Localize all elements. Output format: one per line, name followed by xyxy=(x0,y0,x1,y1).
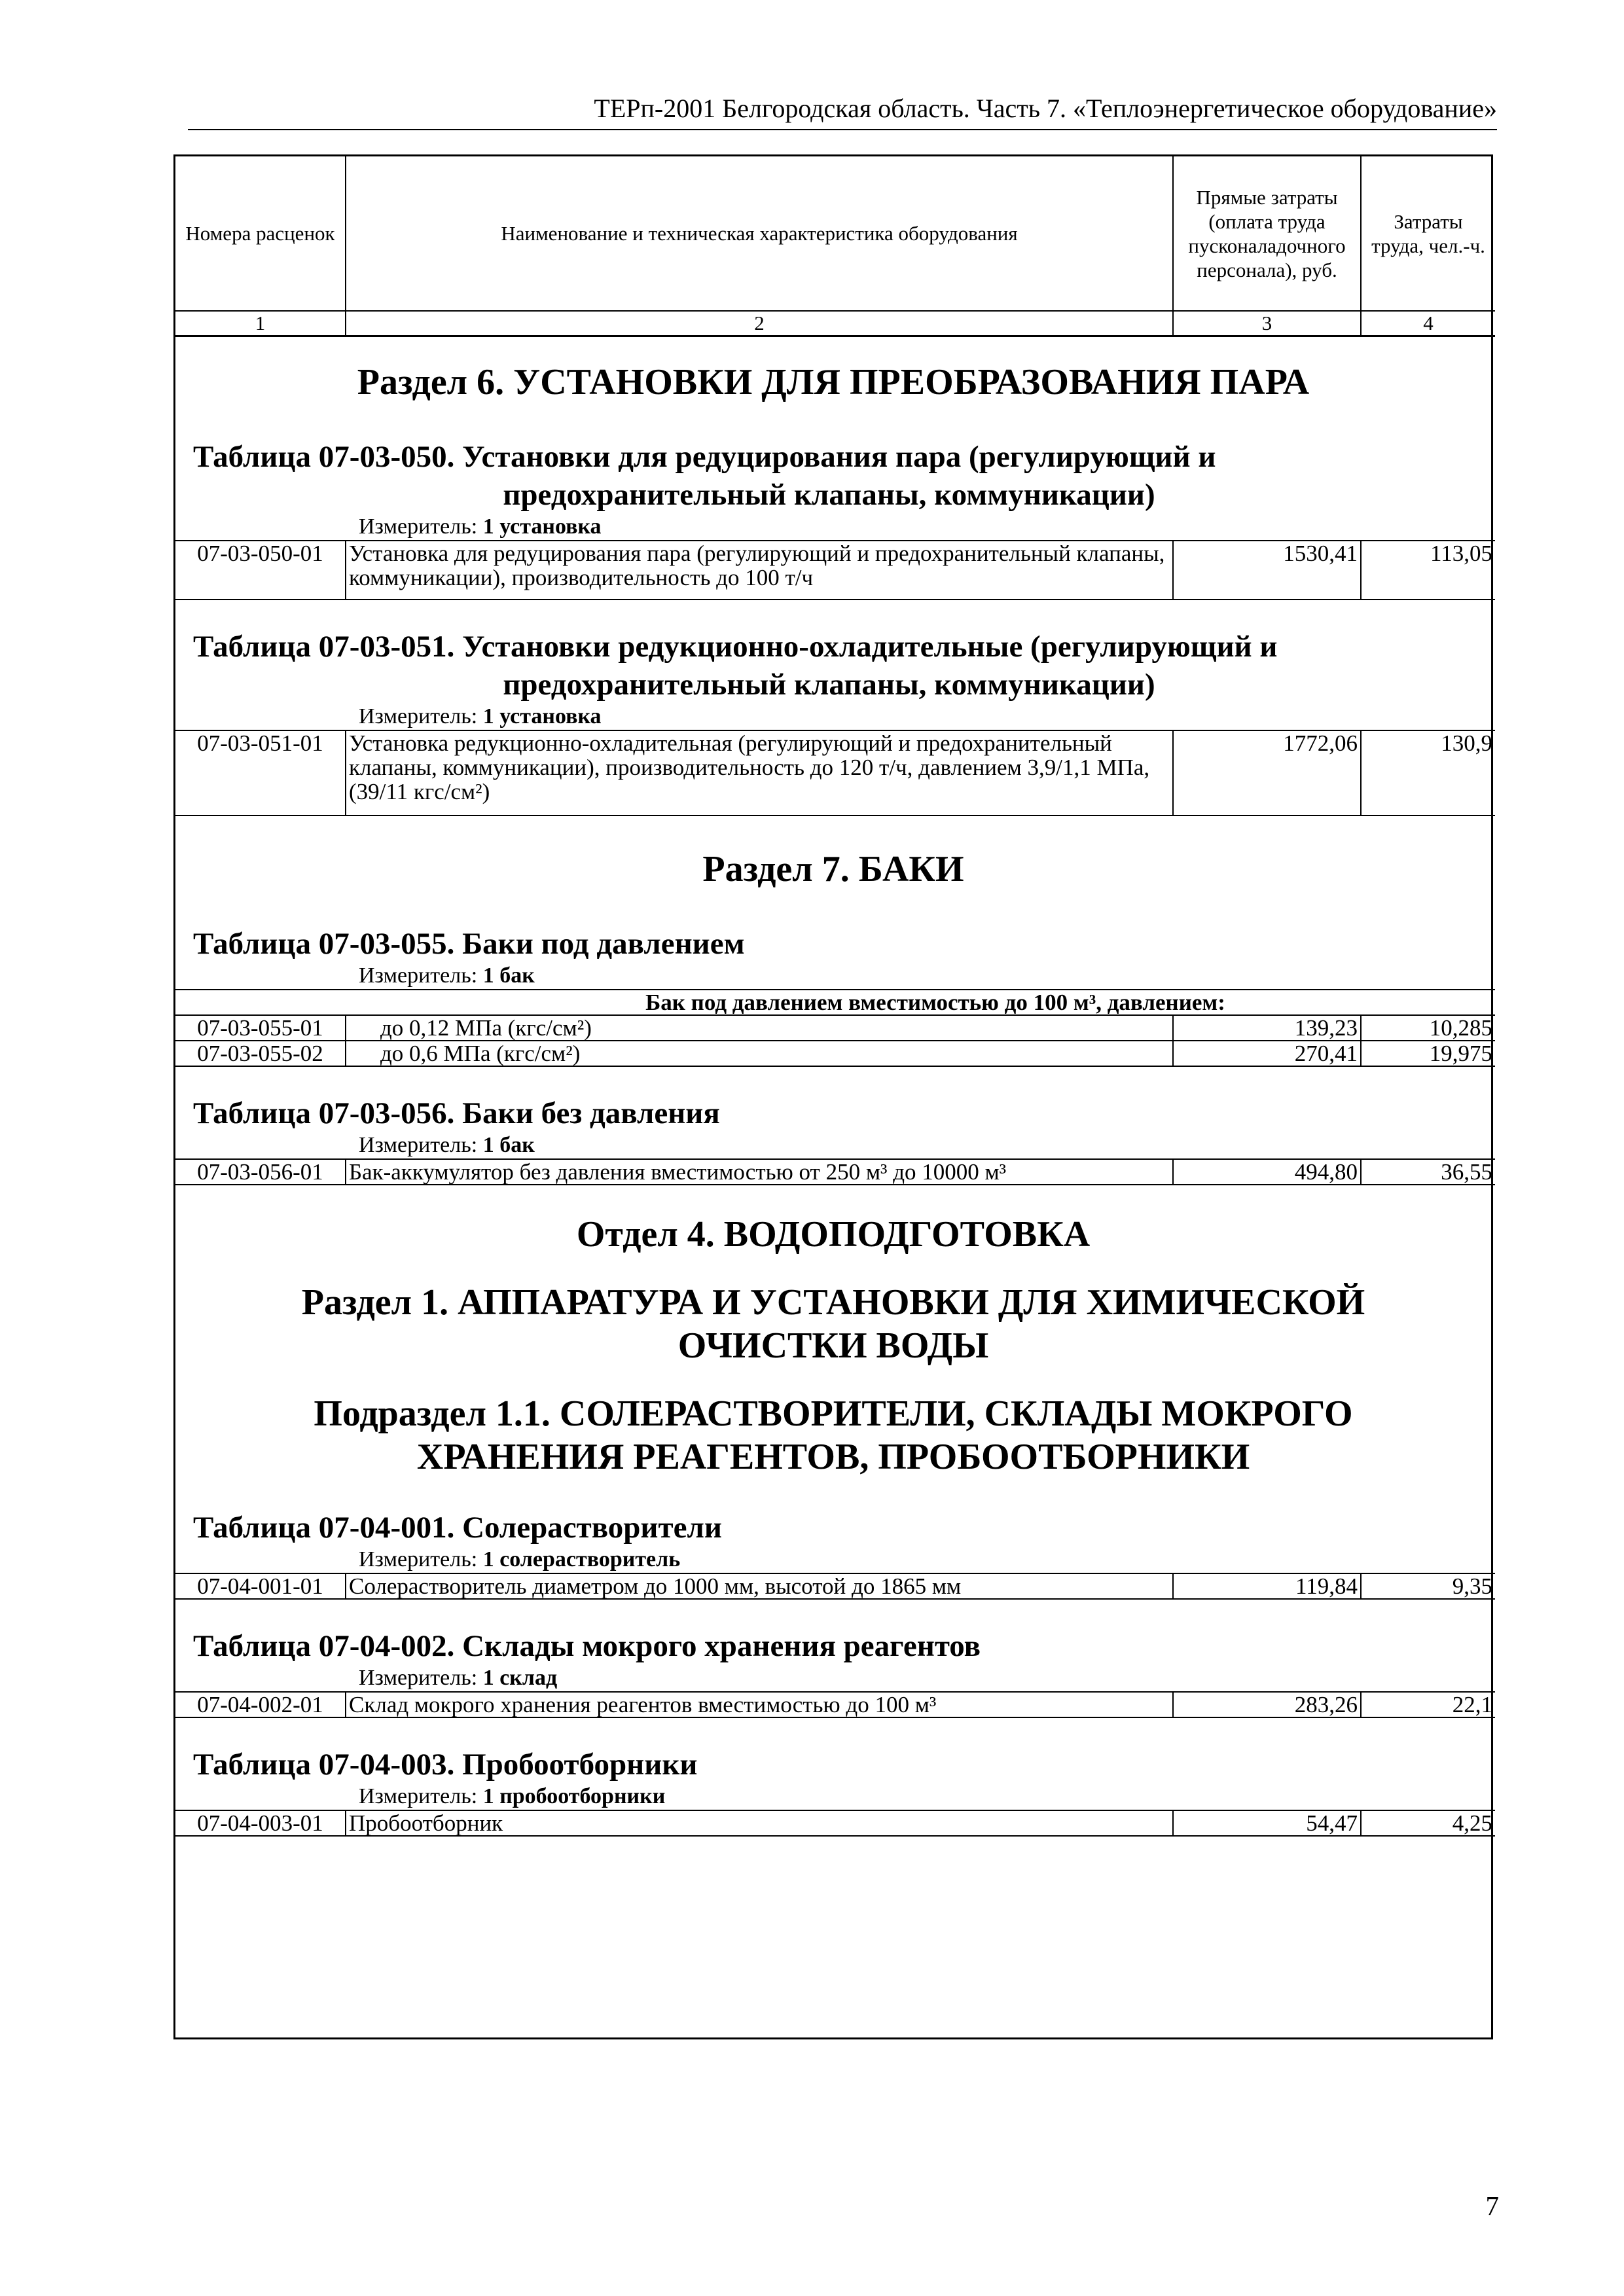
row-code: 07-04-001-01 xyxy=(175,1573,346,1599)
col-number-4: 4 xyxy=(1361,311,1495,336)
row-code: 07-03-050-01 xyxy=(175,541,346,600)
section-title: Раздел 6. УСТАНОВКИ ДЛЯ ПРЕОБРАЗОВАНИЯ ПАРА xyxy=(357,362,1310,403)
row-name: до 0,6 МПа (кгс/см²) xyxy=(346,1041,1173,1066)
section-title: Раздел 7. БАКИ xyxy=(702,849,964,889)
row-labor: 10,285 xyxy=(1361,1015,1495,1041)
department-title: Отдел 4. ВОДОПОДГОТОВКА xyxy=(576,1214,1091,1255)
table-row xyxy=(175,1159,1495,1185)
unit-label: Измеритель: xyxy=(359,1547,478,1571)
table-row xyxy=(175,1041,1495,1066)
table-row xyxy=(175,1015,1495,1041)
row-name: до 0,12 МПа (кгс/см²) xyxy=(346,1015,1173,1041)
price-table xyxy=(175,989,1495,1067)
row-cost: 283,26 xyxy=(1173,1692,1361,1717)
table-row xyxy=(175,1573,1495,1599)
col-header-codes: Номера расценок xyxy=(175,156,346,311)
table-row xyxy=(175,541,1495,600)
price-table xyxy=(175,1158,1495,1185)
unit-label: Измеритель: xyxy=(359,963,478,988)
price-table xyxy=(175,540,1495,600)
unit-line xyxy=(175,514,1491,540)
unit-value: 1 установка xyxy=(482,514,602,539)
header-rule xyxy=(188,129,1497,130)
table-subheader-row xyxy=(175,990,1495,1015)
page-number: 7 xyxy=(1485,2191,1499,2221)
unit-label: Измеритель: xyxy=(359,1666,478,1690)
unit-label: Измеритель: xyxy=(359,1784,478,1808)
unit-line xyxy=(175,963,1491,989)
table-title: Таблица 07-04-001. Солерастворители xyxy=(193,1511,722,1545)
col-number-3: 3 xyxy=(1173,311,1361,336)
row-name: Склад мокрого хранения реагентов вместимостью до 100 м³ xyxy=(346,1692,1173,1717)
table-title: Таблица 07-03-055. Баки под давлением xyxy=(193,927,745,961)
row-name: Солерастворитель диаметром до 1000 мм, высотой до 1865 мм xyxy=(346,1573,1173,1599)
unit-label: Измеритель: xyxy=(359,514,478,539)
price-table xyxy=(175,1810,1495,1837)
unit-label: Измеритель: xyxy=(359,704,478,728)
table-row xyxy=(175,1692,1495,1717)
col-header-name: Наименование и техническая характеристика оборудования xyxy=(346,156,1173,311)
col-header-labor: Затраты труда, чел.-ч. xyxy=(1361,156,1495,311)
col-number-1: 1 xyxy=(175,311,346,336)
unit-value: 1 бак xyxy=(482,963,535,988)
unit-value: 1 пробоотборники xyxy=(482,1784,666,1808)
unit-line xyxy=(175,1665,1491,1691)
unit-line xyxy=(175,1547,1491,1573)
section-title xyxy=(175,1281,1491,1367)
row-name: Бак-аккумулятор без давления вместимостью от 250 м³ до 10000 м³ xyxy=(346,1159,1173,1185)
price-table xyxy=(175,1573,1495,1600)
row-labor: 130,9 xyxy=(1361,730,1495,816)
table-title: Таблица 07-04-003. Пробоотборники xyxy=(193,1748,698,1782)
col-header-cost: Прямые затраты (оплата труда пусконаладочного персонала), руб. xyxy=(1173,156,1361,311)
unit-line xyxy=(175,1784,1491,1810)
row-labor: 9,35 xyxy=(1361,1573,1495,1599)
table-title: Таблица 07-04-002. Склады мокрого хранения реагентов xyxy=(193,1629,981,1663)
table-title-line2: предохранительный клапаны, коммуникации) xyxy=(503,478,1155,512)
row-cost: 1772,06 xyxy=(1173,730,1361,816)
table-row xyxy=(175,1810,1495,1836)
row-code: 07-03-055-02 xyxy=(175,1041,346,1066)
column-header-table xyxy=(175,156,1495,337)
table-title: Таблица 07-03-056. Баки без давления xyxy=(193,1096,720,1130)
table-title xyxy=(175,438,1491,514)
subsection-title xyxy=(175,1392,1491,1479)
row-cost: 139,23 xyxy=(1173,1015,1361,1041)
document-frame xyxy=(173,154,1493,2039)
table-title-line2: предохранительный клапаны, коммуникации) xyxy=(503,668,1155,702)
row-code: 07-04-003-01 xyxy=(175,1810,346,1836)
table-title-line1: Таблица 07-03-051. Установки редукционно-охладительные (регулирующий и xyxy=(193,630,1278,664)
running-header: ТЕРп-2001 Белгородская область. Часть 7. «Теплоэнергетическое оборудование» xyxy=(594,94,1497,123)
row-code: 07-04-002-01 xyxy=(175,1692,346,1717)
price-table xyxy=(175,730,1495,816)
row-labor: 22,1 xyxy=(1361,1692,1495,1717)
table-row xyxy=(175,730,1495,816)
unit-value: 1 склад xyxy=(482,1666,558,1690)
row-name: Установка редукционно-охладительная (регулирующий и предохранительный клапаны, коммуникации), производительность до 120 т/ч, давлением 3,9/1,1 МПа, (39/11 кгс/см²) xyxy=(346,730,1173,816)
row-labor: 19,975 xyxy=(1361,1041,1495,1066)
unit-label: Измеритель: xyxy=(359,1133,478,1157)
row-cost: 270,41 xyxy=(1173,1041,1361,1066)
subsection-title-line2: ХРАНЕНИЯ РЕАГЕНТОВ, ПРОБООТБОРНИКИ xyxy=(416,1437,1250,1477)
section-title-line2: ОЧИСТКИ ВОДЫ xyxy=(677,1325,989,1366)
row-labor: 4,25 xyxy=(1361,1810,1495,1836)
row-code: 07-03-056-01 xyxy=(175,1159,346,1185)
row-cost: 119,84 xyxy=(1173,1573,1361,1599)
row-cost: 54,47 xyxy=(1173,1810,1361,1836)
unit-value: 1 установка xyxy=(482,704,602,728)
table-title-line1: Таблица 07-03-050. Установки для редуцирования пара (регулирующий и xyxy=(193,440,1216,474)
table-subheader: Бак под давлением вместимостью до 100 м³, давлением: xyxy=(175,990,1495,1015)
row-code: 07-03-051-01 xyxy=(175,730,346,816)
row-labor: 113,05 xyxy=(1361,541,1495,600)
unit-line xyxy=(175,1132,1491,1158)
table-title xyxy=(175,628,1491,704)
col-number-2: 2 xyxy=(346,311,1173,336)
row-code: 07-03-055-01 xyxy=(175,1015,346,1041)
unit-line xyxy=(175,704,1491,730)
row-cost: 1530,41 xyxy=(1173,541,1361,600)
unit-value: 1 бак xyxy=(482,1133,535,1157)
unit-value: 1 солерастворитель xyxy=(482,1547,681,1571)
row-name: Пробоотборник xyxy=(346,1810,1173,1836)
subsection-title-line1: Подраздел 1.1. СОЛЕРАСТВОРИТЕЛИ, СКЛАДЫ МОКРОГО xyxy=(314,1393,1353,1434)
row-cost: 494,80 xyxy=(1173,1159,1361,1185)
row-name: Установка для редуцирования пара (регулирующий и предохранительный клапаны, коммуникации), производительность до 100 т/ч xyxy=(346,541,1173,600)
row-labor: 36,55 xyxy=(1361,1159,1495,1185)
price-table xyxy=(175,1691,1495,1718)
section-title-line1: Раздел 1. АППАРАТУРА И УСТАНОВКИ ДЛЯ ХИМИЧЕСКОЙ xyxy=(301,1282,1365,1323)
